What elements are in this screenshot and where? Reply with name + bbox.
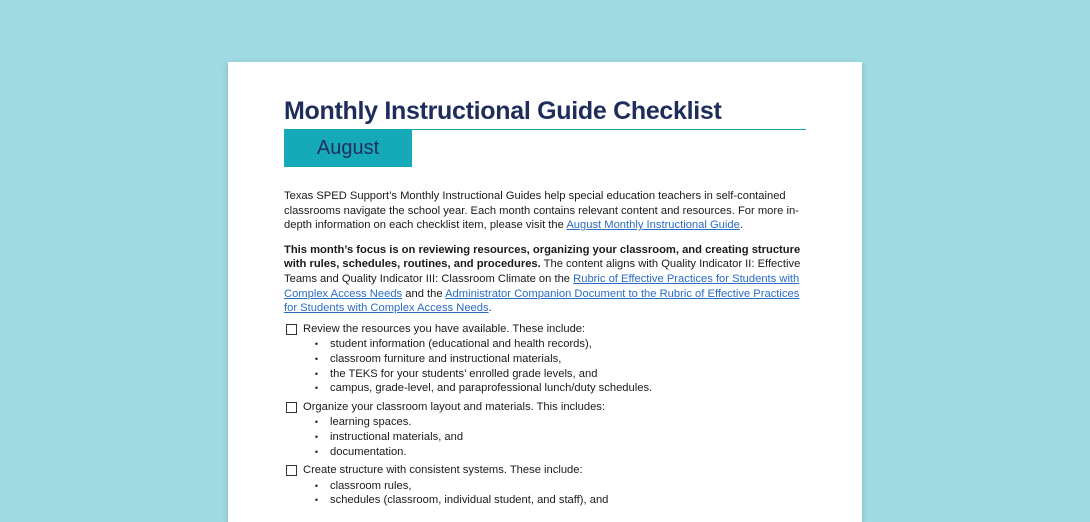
list-item-text: classroom furniture and instructional materials,: [330, 352, 562, 365]
rubric-link[interactable]: Rubric of Effective Practices for Students with Complex Access Needs: [284, 272, 800, 300]
list-item: [284, 445, 806, 460]
intro-paragraph: [284, 189, 806, 233]
list-item-text: campus, grade-level, and paraprofessional lunch/duty schedules.: [330, 382, 653, 395]
bullet-icon: •: [314, 383, 318, 394]
intro-text: Texas SPED Support’s Monthly Instructional Guides help special education teachers in self-contained classrooms navigate the school year. Each month contains relevant content and resources. For more in-depth information on each checklist item, please visit the: [284, 190, 799, 232]
checklist-item-label: Review the resources you have available. These include:: [303, 322, 586, 335]
list-item-text: student information (educational and health records),: [330, 338, 592, 351]
bullet-icon: •: [314, 480, 318, 491]
list-item: [284, 479, 806, 494]
focus-text-3: .: [488, 302, 492, 315]
list-item: [284, 430, 806, 445]
checklist-item-organize-classroom: [284, 400, 806, 459]
checklist: [284, 322, 806, 508]
bullet-list: [284, 479, 806, 508]
list-item-text: documentation.: [330, 445, 407, 458]
document-page: [228, 62, 862, 522]
bullet-icon: •: [314, 431, 318, 442]
checklist-item-create-structure: [284, 463, 806, 508]
list-item-text: schedules (classroom, individual student, and staff), and: [330, 494, 609, 507]
august-guide-link[interactable]: August Monthly Instructional Guide: [566, 219, 740, 232]
intro-text-end: .: [739, 219, 743, 232]
list-item: [284, 415, 806, 430]
bullet-icon: •: [314, 495, 318, 506]
list-item: [284, 367, 806, 382]
checklist-item-label: Create structure with consistent systems. These include:: [303, 464, 583, 477]
list-item-text: instructional materials, and: [330, 430, 464, 443]
page-title: Monthly Instructional Guide Checklist: [284, 97, 722, 125]
bullet-icon: •: [314, 417, 318, 428]
bullet-list: [284, 337, 806, 395]
checklist-item-review-resources: [284, 322, 806, 396]
bullet-icon: •: [314, 446, 318, 457]
bullet-icon: •: [314, 368, 318, 379]
focus-paragraph: [284, 243, 806, 316]
list-item-text: learning spaces.: [330, 416, 412, 429]
list-item: [284, 352, 806, 367]
list-item: [284, 337, 806, 352]
checkbox-organize-classroom[interactable]: [286, 402, 297, 413]
month-banner: August: [284, 129, 412, 167]
checklist-item-label: Organize your classroom layout and materials. This includes:: [303, 400, 605, 413]
list-item-text: the TEKS for your students’ enrolled grade levels, and: [330, 367, 598, 380]
checkbox-create-structure[interactable]: [286, 465, 297, 476]
administrator-companion-link[interactable]: Administrator Companion Document to the Rubric of Effective Practices for Students with Complex Access Needs: [284, 287, 800, 315]
checkbox-review-resources[interactable]: [286, 324, 297, 335]
list-item-text: classroom rules,: [330, 479, 412, 492]
bullet-icon: •: [314, 339, 318, 350]
bullet-icon: •: [314, 353, 318, 364]
focus-text-2: and the: [402, 287, 446, 300]
focus-text-1: The content aligns with Quality Indicator II: Effective Teams and Quality Indicator III: Classroom Climate on the: [284, 258, 801, 285]
bullet-list: [284, 415, 806, 459]
document-content: [284, 96, 806, 508]
focus-bold-text: This month’s focus is on reviewing resources, organizing your classroom, and creating structure with rules, schedules, routines, and procedures.: [284, 243, 801, 271]
list-item: [284, 381, 806, 396]
